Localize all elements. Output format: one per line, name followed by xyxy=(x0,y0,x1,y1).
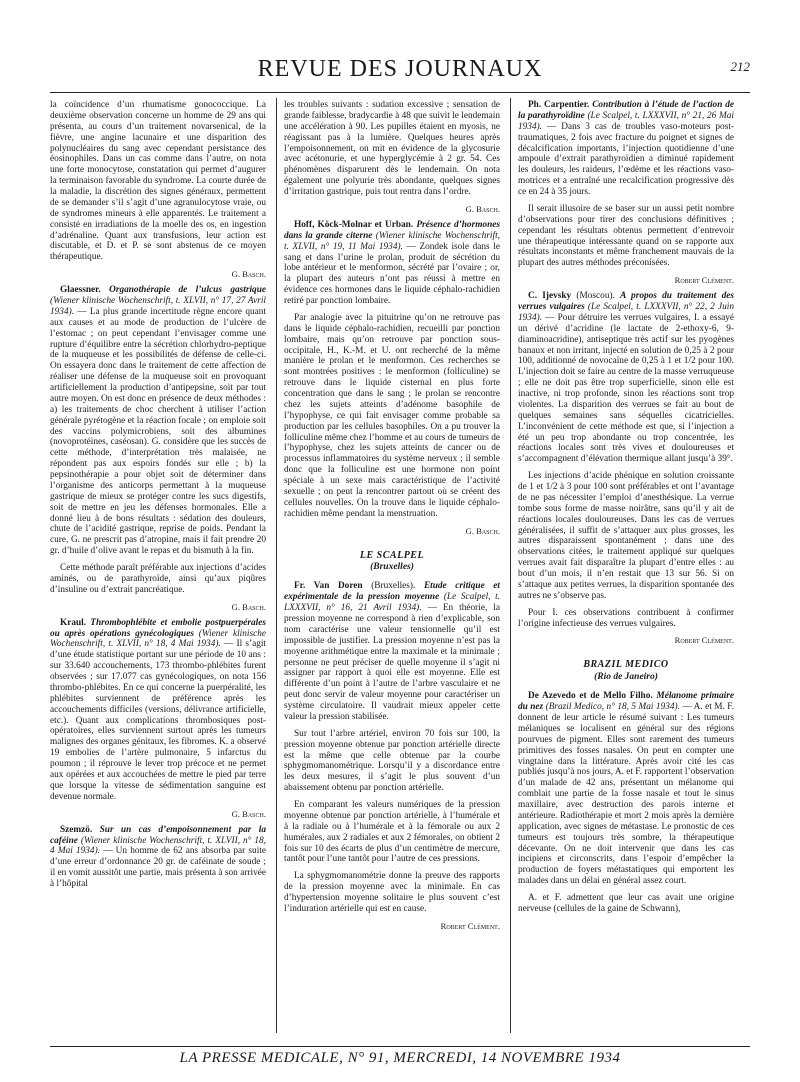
article-body: — Il s’agit d’une étude statistique portant sur une période de 10 ans : sur 33.640 accouchements, 173 thrombo-phlébites furent observées ; sur 17.077 cas gynécologiques, on nota 156 thrombo-phlébites. En ce qui concerne la puerpéralité, les phlébites surviennent de préférence après les accouchements difficiles (versions, délivrance artificielle, etc.). Quant aux complications thrombosiques post-opératoires, elles surviennent surtout après les tumeurs malignes des organes génitaux, les fibromes. K. a observé 19 embolies de l’artère pulmonaire, 5 infarctus du poumon ; il réprouve le lever trop précoce et ne permet aux opérées et aux accouchées de mettre le pied par terre que lorsque la vitesse de sédimentation sanguine est devenue normale. xyxy=(50,639,266,802)
section-city: (Bruxelles) xyxy=(370,562,414,573)
article-author: Hoff, Köck-Molnar et Urban. xyxy=(294,219,414,230)
article-affiliation: (Bruxelles). xyxy=(371,581,416,592)
paragraph: Il serait illusoire de se baser sur un aussi petit nombre d’observations pour tirer des conclusions définitives ; cependant les résultats obtenus permettent d’entrevoir une thérapeutique intéressante quand on se rapporte aux résultats inconstants et même franchement mauvais de la plupart des autres méthodes préconisées. xyxy=(518,203,734,269)
article-source: (Wiener klinische Wochenschrift, t. XLVII, n° 17, 27 Avril 1934). xyxy=(50,296,266,317)
footer-rule xyxy=(50,1046,750,1047)
article-body: — A. et M. F. donnent de leur article le résumé suivant : Les tumeurs mélaniques se localisent en général sur des régions pourvues de pigment. Elles sont rarement des tumeurs primitives des fosses nasales. On peut en compter une vingtaine dans la littérature. Après avoir cité les cas publiés jusqu’à nos jours, A. et F. rapportent l’observation d’un malade de 42 ans, présentant un mélanome qui comblait une partie de la fosse nasale et tout le sinus maxillaire, avec destruction des parois interne et antérieure. Radiothérapie et mort 2 mois après la dernière application, avec signes de métastase. Le pronostic de ces tumeurs est toujours très sombre, la thérapeutique décevante. On ne doit intervenir que dans les cas incipiens et circonscrits, dans l’espoir d’empêcher la production de foyers métastatiques qui emportent les malades dans un délai en général assez court. xyxy=(518,702,734,887)
paragraph: A. et F. admettent que leur cas avait une origine nerveuse (cellules de la gaine de Schwann), xyxy=(518,893,734,914)
article-source: (Le Scalpel, t. LXXXVII, n° 21, 26 Mai 1934). xyxy=(518,110,734,132)
column-3 xyxy=(518,100,734,1030)
article-source: (Brazil Medico, n° 18, 5 Mai 1934). xyxy=(545,702,680,713)
article-author: Szemzö. xyxy=(60,824,93,835)
column-divider xyxy=(276,98,277,1033)
article-author: De Azevedo et de Mello Filho. xyxy=(528,691,653,702)
article-title: Etude critique et expérimentale de la pression moyenne xyxy=(284,581,500,603)
article-title: Organothérapie de l’ulcus gastrique xyxy=(109,285,266,296)
article-author: Ph. Carpentier. xyxy=(528,100,590,110)
article-title: Mélanome primaire du nez xyxy=(518,691,734,713)
signature: G. Basch. xyxy=(231,269,266,280)
signature: G. Basch. xyxy=(465,203,500,214)
article-source: (Wiener klinische Wochenschrift, t. XLVII, n° 18, 4 Mai 1934). xyxy=(50,835,266,857)
paragraph: Sur tout l’arbre artériel, environ 70 fois sur 100, la pression moyenne obtenue par ponction artérielle directe est la même que celle obtenue par la courbe sphygmomanométrique. Lorsqu’il y a discordance entre les deux mesures, il s’agit le plus souvent d’un abaissement obtenu par ponction artérielle. xyxy=(284,728,500,794)
article-author: Kraul. xyxy=(60,617,87,628)
article-source: (Le Scalpel, t. LXXXVII, n° 16, 21 Avril 1934). xyxy=(284,592,500,614)
article-title: Sur un cas d’empoisonnement par la caféine xyxy=(50,824,266,846)
article-kraul xyxy=(50,618,266,803)
article-title: Contribution à l’étude de l’action de la parathyroïdine xyxy=(518,100,734,121)
paragraph: les troubles suivants : sudation excessive ; sensation de grande faiblesse, bradycardie à 48 que suivit le lendemain une accélération à 90. Les pupilles étaient en myosis, ne réagissant pas à la lumière. Quelques heures après l’empoisonnement, on mit en évidence de la glycosurie avec acétonurie, et une hyperglycémie à 2 gr. 54. Ces phénomènes disparurent dès le lendemain. On nota également une polyurie très abondante, quelques signes d’irritation gastrique, puis tout rentra dans l’ordre. xyxy=(284,100,500,197)
section-title: LE SCALPEL xyxy=(359,549,425,561)
article-title: Présence d’hormones dans la grande citerne xyxy=(284,219,500,241)
article-source: (Le Scalpel, t. LXXXVII, n° 22, 2 Juin 1934). xyxy=(518,302,734,323)
signature: G. Basch. xyxy=(231,601,266,612)
header-rule xyxy=(50,92,750,93)
footer-text: LA PRESSE MEDICALE, N° 91, MERCREDI, 14 NOVEMBRE 1934 xyxy=(179,1050,621,1066)
article-source: (Wiener klinische Wochenschrift, t. XLVII, n° 19, 11 Mai 1934). xyxy=(284,230,500,252)
article-van-doren xyxy=(284,581,500,722)
article-body: — Pour détruire les verrues vulgaires, I. a essayé un dérivé d’acridine (le lactate de 2-ethoxy-6, 9-diaminoacridine), antiseptique très actif sur les pyogènes banaux et non irritant, injecté en solution de 0,25 à 2 pour 100, additionné de novocaïne de 0,25 à 1 et 1/2 pour 100. L’injection doit se faire au centre de la masse verruqueuse ; elle ne doit pas être trop superficielle, sinon elle est inactive, ni trop profonde, sinon les réactions sont trop violentes. La disparition des verrues se fait au bout de quelques semaines sans séquelles cicatricielles. L’inconvénient de cette méthode est que, si l’injection a été un peu trop abondante ou trop concentrée, les réactions locales sont très vives et douloureuses et s’accompagnent d’élévation thermique allant jusqu’à 39°. xyxy=(518,312,734,465)
article-body: — Dans 3 cas de troubles vaso-moteurs post-traumatiques, 2 fois avec fracture du poignet et signes de décalcification importants, l’injection quotidienne d’une ampoule d’extrait parathyroïdien a diminué rapidement les douleurs, les raideurs, l’œdème et les réactions vaso-motrices et a entraîné une recalcification progressive dès ce en 24 à 35 jours. xyxy=(518,121,734,197)
paragraph: la coïncidence d’un rhumatisme gonococcique. La deuxième observation concerne un homme de 29 ans qui présenta, au cours d’un traitement novarsenical, de la fièvre, une angine lacunaire et une disparition des polynucléaires du sang avec cependant persistance des éosinophiles. Dans un cas comme dans l’autre, on nota une forte monocytose, constatation qui permet d’augurer la terminaison favorable du syndrome. La courte durée de la maladie, la discrétion des signes généraux, permettent de se demander s’il s’agit d’une agranulocytose vraie, ou de syndromes mineurs à elle apparentés. Le traitement a consisté en irradiations de la moelle des os, en ingestion d’adrénaline. Quant aux transfusions, leur action est discutable, et D. et P. se sont abstenus de ce moyen thérapeutique. xyxy=(50,100,266,263)
section-title: BRAZIL MEDICO xyxy=(583,659,669,671)
article-szemzo xyxy=(50,825,266,890)
article-source: (Wiener klinische Wochenschrift, t. XLVII, n° 18, 4 Mai 1934). xyxy=(50,628,266,650)
paragraph: En comparant les valeurs numériques de la pression moyenne obtenue par ponction artérielle, à l’humérale et à la radiale ou à l’humérale et à la fémorale ou aux 2 humérales, aux 2 radiales et aux 2 fémorales, on obtient 2 fois sur 10 des écarts de plus d’un centimètre de mercure, tantôt pour l’une tantôt pour l’autre de ces pressions. xyxy=(284,800,500,865)
paragraph: Les injections d’acide phénique en solution croissante de 1 et 1/2 à 3 pour 100 sont préférables et ont l’avantage de ne pas nécessiter l’emploi d’anesthésique. La verrue tombe sous forme de masse noirâtre, sans qu’il y ait de réactions locales douloureuses. Dans les cas de verrues généralisées, il suffit de s’attaquer aux plus grosses, les autres disparaissent spontanément ; dans une des observations citées, le traitement appliqué sur quelques verrues avait fait disparaître la plupart d’entre elles : au bout d’un mois, il n’en restait que 13 sur 56. Si on s’attaque aux petites verrues, la disparition spontanée des autres ne s’observe pas. xyxy=(518,471,734,601)
signature: Robert Clément. xyxy=(440,920,500,931)
page-title: REVUE DES JOURNAUX xyxy=(257,56,543,82)
article-ijevsky xyxy=(518,291,734,465)
paragraph: Pour I. ces observations contribuent à confirmer l’origine infectieuse des verrues vulgaires. xyxy=(518,607,734,629)
article-title: A propos du traitement des verrues vulgaires xyxy=(518,291,734,313)
article-body: — Zondek isole dans le sang et dans l’urine le prolan, produit de sécrétion du lobe antérieur et le menformon, sécrété par l’ovaire ; or, la plupart des auteurs n’ont pas réussi à mettre en évidence ces hormones dans le liquide céphalo-rachidien retiré par ponction lombaire. xyxy=(284,241,500,307)
article-glaessner xyxy=(50,285,266,557)
paragraph: Cette méthode paraît préférable aux injections d’acides aminés, ou de parathyroïde, ainsi qu’aux piqûres d’insuline ou d’extrait pancréatique. xyxy=(50,563,266,595)
paragraph: La sphygmomanométrie donne la preuve des rapports de la pression moyenne avec la minimale. En cas d’hypertension moyenne solitaire le plus souvent c’est l’induration artérielle qui est en cause. xyxy=(284,871,500,914)
paragraph: Par analogie avec la pituitrine qu’on ne retrouve pas dans le liquide céphalo-rachidien, recueilli par ponction lombaire, mais qu’on retrouve par ponction sous-occipitale, H., K.-M. et U. ont recherché de la même manière le prolan et le menformon. Ces recherches se sont montrées positives : le menformon (folliculine) se retrouve dans le liquide cisternal en plus forte concentration que dans le sang ; le prolan se rencontre chez les sujets atteints d’adénome basophile de l’hypophyse, ce qui fait envisager comme probable sa production par les cellules basophiles. On a pu trouver la folliculine même chez l’homme et au cours de tumeurs de l’hypophyse, chez les sujets atteints de cancer ou de processus inflammatoires du système nerveux ; il semble donc que la folliculine est une hormone non point spéciale à un sexe mais caractéristique de l’activité sexuelle ; on peut la rencontrer partout où se créent des cellules nouvelles. On la trouve dans le liquide céphalo-rachidien même pendant la menstruation. xyxy=(284,312,500,519)
signature: G. Basch. xyxy=(231,808,266,819)
article-author: Glaessner. xyxy=(60,285,101,296)
column-divider xyxy=(510,98,511,1033)
article-body: — En théorie, la pression moyenne ne correspond à rien d’explicable, son nom caractérise une valeur tensionnelle qu’il est impossible de justifier. La pression moyenne n’est pas la moyenne arithmétique entre la maximale et la minimale ; personne ne peut préciser de quelle moyenne il s’agit ni assigner par rapport à quoi elle est moyenne. Elle est différente d’un point à l’autre de l’arbre vasculaire et ne peut donc servir de valeur moyenne pour caractériser un système circulatoire. Il vaudrait mieux appeler cette valeur la pression stabilisée. xyxy=(284,603,500,722)
article-author: Fr. Van Doren xyxy=(294,581,363,592)
article-de-azevedo xyxy=(518,691,734,887)
article-author: C. Ijevsky xyxy=(528,291,572,302)
article-affiliation: (Moscou). xyxy=(576,291,615,302)
article-title: Thrombophlébite et embolie postpuerpérales ou après opérations gynécologiques xyxy=(50,617,266,639)
page-number: 212 xyxy=(730,59,750,74)
footer xyxy=(50,1046,750,1070)
section-city: (Rio de Janeiro) xyxy=(594,672,658,683)
article-carpentier xyxy=(518,100,734,198)
article-body: — La plus grande incertitude règne encore quant aux causes et au mode de production de l’ulcère de l’estomac ; on peut cependant l’envisager comme une rupture d’équilibre entre la sécrétion chlorhydro-peptique de la muqueuse et les possibilités de défense de celle-ci. On essayera donc dans le traitement de cette affection de réaliser une défense de la muqueuse soit en provoquant artificiellement la production d’antipepsine, soit par tout autre moyen. On est donc en présence de deux méthodes : a) les traitements de choc cherchent à utiliser l’action générale pyrétogène et la réaction focale ; on emploie soit des vaccins polymicrobiens, soit des albumines (novoprotéines, caséosan). G. considère que les succès de cette méthode, d’interprétation très malaisée, ne répondent pas aux espoirs fondés sur elle ; b) la pepsinothérapie a pour objet soit de déterminer dans l’organisme des anticorps permettant à la muqueuse gastrique de mieux se protéger contre les sucs digestifs, soit de mettre en jeu les défenses hormonales. Elle a donné lieu à de bons résultats : sédation des douleurs, chute de l’acidité gastrique, reprise de poids. Pendant la cure, G. ne prescrit pas d’atropine, mais il fait prendre 20 gr. d’huile d’olive avant le repas et du bismuth à la fin. xyxy=(50,306,266,557)
masthead xyxy=(50,56,750,86)
article-hoff xyxy=(284,220,500,307)
column-2 xyxy=(284,100,500,1030)
signature: Robert Clément. xyxy=(674,635,734,646)
column-1 xyxy=(50,100,266,1030)
signature: G. Basch. xyxy=(465,525,500,536)
article-body: — Un homme de 62 ans absorba par suite d’une erreur d’ordonnance 20 gr. de caféinate de soude ; il en vomit aussitôt une partie, mais présenta à son arrivée à l’hôpital xyxy=(50,846,266,890)
signature: Robert Clément. xyxy=(674,275,734,286)
